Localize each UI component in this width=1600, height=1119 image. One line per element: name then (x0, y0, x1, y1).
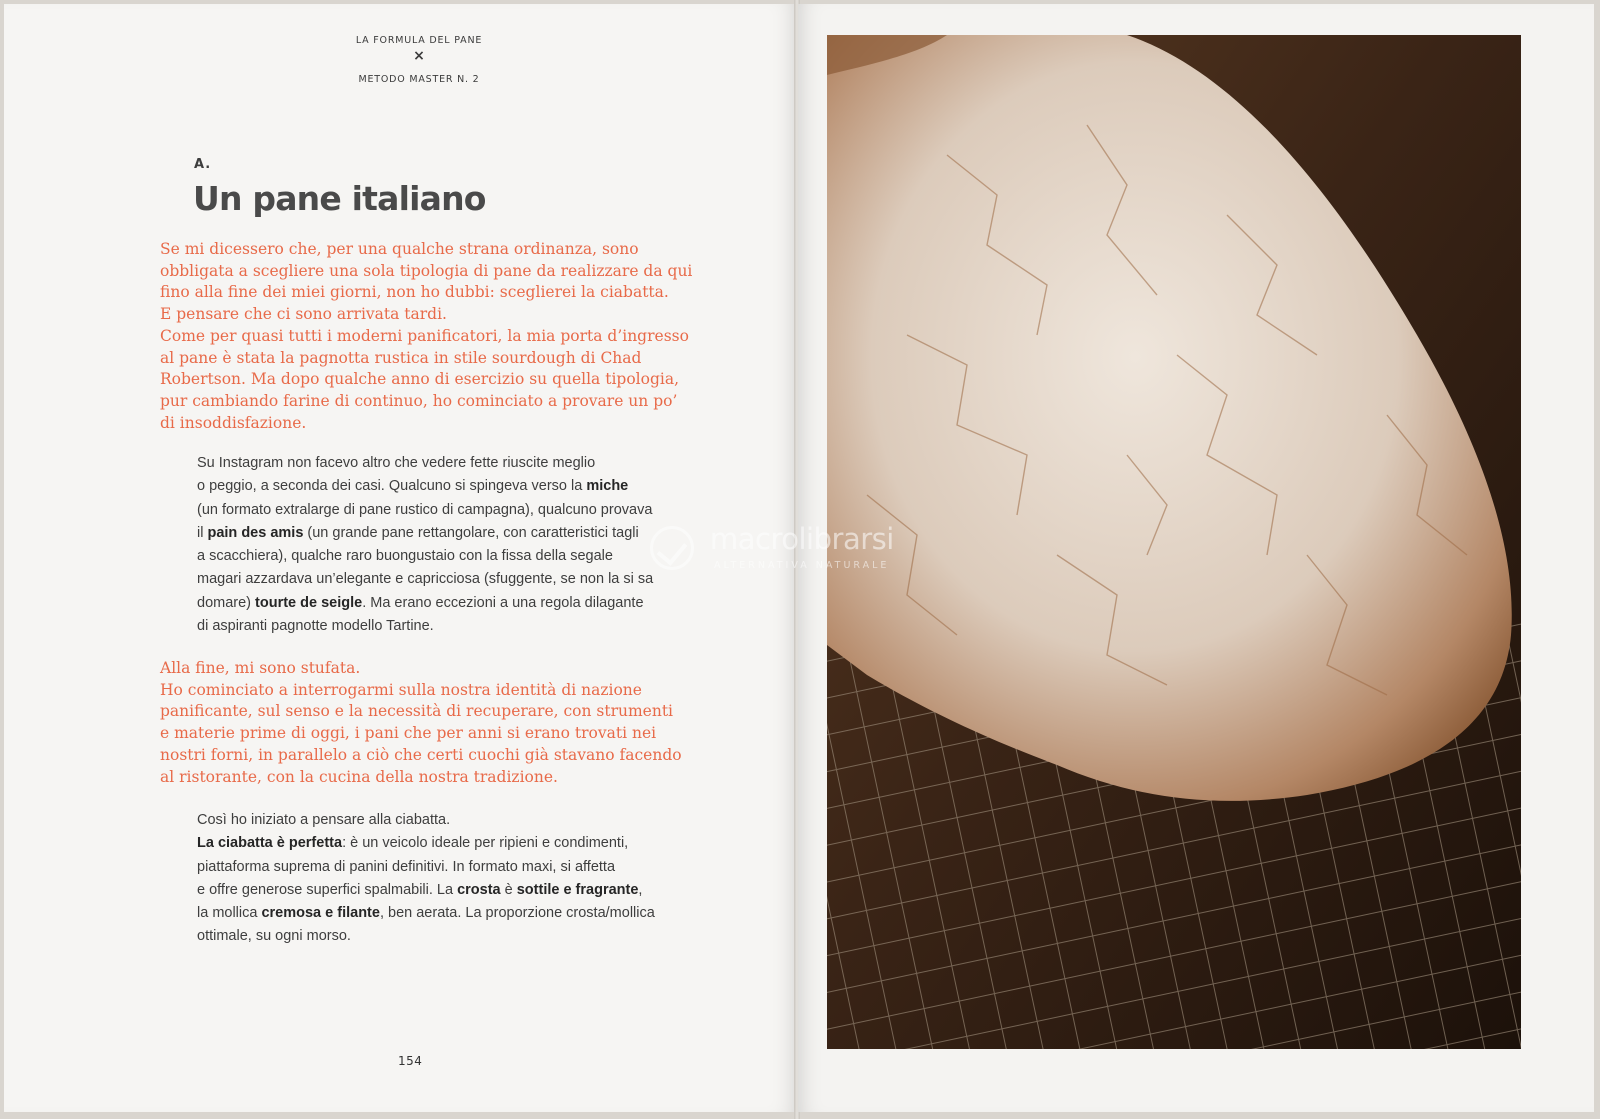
text-line: E pensare che ci sono arrivata tardi. (160, 305, 447, 324)
text-line: obbligata a scegliere una sola tipologia di pane da realizzare da qui (160, 261, 693, 280)
text-line: (un formato extralarge di pane rustico di campagna), qualcuno provava (197, 501, 653, 518)
intro-paragraph (160, 239, 693, 434)
text-line: Alla fine, mi sono stufata. (160, 659, 361, 677)
macrolibrarsi-logo-icon (650, 526, 694, 570)
watermark-tagline: ALTERNATIVA NATURALE (714, 560, 890, 571)
running-head-book-title: LA FORMULA DEL PANE (355, 35, 483, 46)
bold-term-pain-des-amis: pain des amis (207, 524, 304, 541)
running-head-separator: × (413, 48, 425, 64)
bold-term-sottile-fragrante: sottile e fragrante (516, 881, 639, 898)
text-line: al pane è stata la pagnotta rustica in stile sourdough di Chad (160, 348, 642, 367)
text-line: Come per quasi tutti i moderni panificatori, la mia porta d’ingresso (160, 326, 689, 345)
text-line: e materie prime di oggi, i pani che per anni si erano trovati nei (160, 724, 657, 743)
page-number: 154 (398, 1054, 423, 1068)
text-line: Ho cominciato a interrogarmi sulla nostra identità di nazione (160, 680, 642, 699)
ciabatta-paragraph (197, 809, 717, 949)
instagram-paragraph (197, 452, 717, 638)
ciabatta-photo (827, 35, 1521, 1049)
bold-term-miche: miche (586, 478, 629, 495)
bold-term-cremosa-filante: cremosa e filante (261, 905, 380, 922)
bold-term-tourte-de-seigle: tourte de seigle (255, 594, 363, 611)
running-head-chapter: METODO MASTER N. 2 (358, 74, 480, 85)
text-line: Se mi dicessero che, per una qualche strana ordinanza, sono (160, 240, 639, 258)
page-title: Un pane italiano (193, 179, 486, 218)
text-line: nostri forni, in parallelo a ciò che certi cuochi già stavano facendo (160, 745, 682, 764)
section-letter: A. (194, 157, 212, 172)
text-line: o peggio, a seconda dei casi. Qualcuno si spingeva verso la miche (197, 478, 629, 495)
text-line: panificante, sul senso e la necessità di recuperare, con strumenti (160, 702, 674, 721)
text-line: Così ho iniziato a pensare alla ciabatta. (197, 812, 451, 828)
text-line: Robertson. Ma dopo qualche anno di esercizio su quella tipologia, (160, 370, 680, 389)
watermark (650, 522, 930, 578)
bold-term-crosta: crosta (457, 881, 501, 898)
tradition-paragraph (160, 658, 680, 788)
text-line: La ciabatta è perfetta: è un veicolo ideale per ripieni e condimenti, (197, 835, 629, 852)
text-line: piattaforma suprema di panini definitivi. In formato maxi, si affetta (197, 858, 616, 875)
watermark-name: macrolibrarsi (710, 522, 894, 556)
text-line: di insoddisfazione. (160, 413, 307, 432)
text-line: e offre generose superfici spalmabili. La crosta è sottile e fragrante, (197, 881, 643, 898)
text-line: magari azzardava un’elegante e capricciosa (sfuggente, se non la si sa (197, 571, 654, 588)
text-line: la mollica cremosa e filante, ben aerata. La proporzione crosta/mollica (197, 905, 655, 922)
text-line: a scacchiera), qualche raro buongustaio con la fissa della segale (197, 548, 613, 565)
text-line: pur cambiando farine di continuo, ho cominciato a provare un po’ (160, 391, 678, 410)
text-line: di aspiranti pagnotte modello Tartine. (197, 618, 434, 635)
text-line: fino alla fine dei miei giorni, non ho dubbi: sceglierei la ciabatta. (160, 283, 669, 302)
text-line: al ristorante, con la cucina della nostra tradizione. (160, 767, 558, 786)
ciabatta-photo-illustration (827, 35, 1521, 1049)
text-line: il pain des amis (un grande pane rettangolare, con caratteristici tagli (197, 524, 639, 541)
text-line: Su Instagram non facevo altro che vedere fette riuscite meglio (197, 455, 596, 471)
bold-term-ciabatta-perfetta: La ciabatta è perfetta (197, 835, 343, 852)
text-line: ottimale, su ogni morso. (197, 928, 351, 945)
text-line: domare) tourte de seigle. Ma erano eccezioni a una regola dilagante (197, 594, 644, 611)
